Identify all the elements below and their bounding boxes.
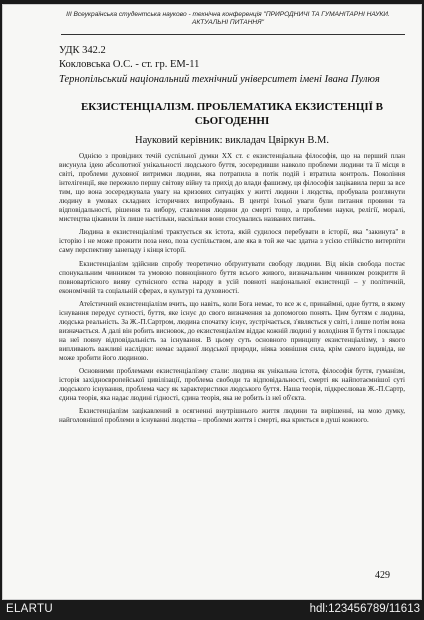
scientific-advisor: Науковий керівник: викладач Цвіркун В.М. [135, 135, 329, 146]
paragraph: Екзистенціалізм зацікавлений в осягненні внутрішнього життя людини та вирішенні, на мою думку, найголовнішої проблеми в існуванні людства – проблеми життя і смерті, яка криється в душі кожного. [59, 407, 405, 425]
paragraph: Однією з провідних течій суспільної думки XX ст. є екзистенціальна філософія, що на перший план висунула ідею абсолютної унікальності людського буття, зосередивши навколо проблеми людини та її місця в світі, проблеми духовної витримки людини, яка потрапила в потік подій і втратила контроль. Покоління інтелігенції, яке пережило першу світову війну та прихід до влади фашизму, ця філософія зацікавила перш за все тим, що вона зосереджувала увагу на кризових ситуаціях у житті людини і людства, пробувала розглянути людину в умовах складних історичних випробувань. В центрі їхньої уваги були питання провини та відповідальності, рішення та вибору, ставлення людини до смерті тощо, а проблеми науки, релігії, моралі, мистецтва цікавили їх лише настільки, наскільки вони стосувались названих питань. [59, 152, 405, 224]
paragraph: Екзистенціалізм здійснив спробу теоретично обґрунтувати свободу людини. Від віків свобода постає спонукальним чинником та умовою повноцінного буття всього живого, визначальним чинником розкриття й повновартісного вияву сутнісного єства народу в усій повноті національної екзистенції – у політичній, економічній та соціальній сферах, в культурі та духовності. [59, 259, 405, 295]
conference-header: III Всеукраїнська студентська науково - технічна конференція "ПРИРОДНИЧІ ТА ГУМАНІТАРНІ НАУКИ. АКТУАЛЬНІ ПИТАННЯ" [66, 11, 390, 26]
viewer-footer [0, 600, 424, 620]
paragraph: Атеїстичний екзистенціалізм вчить, що навіть, коли Бога немає, то все ж є, принаймні, одне буття, в якому існування передує сутності, буття, яке існує до свого визначення за допомогою понять. Цим буттям є людина, людська реальність. За Ж.-П.Сартром, людина спочатку існує, зустрічається, з'являється у світі, і лише потім вона визначається. А далі він робить висновок, до екзистенціалізм віддає кожній людині у володіння її буття і покладає на неї повну відповідальність за існування. В цьому суть основного принципу екзистенціалізму, з якого випливають важливі наслідки: немає заданої людської природи, ніяка зовнішня сила, крім самого індивіда, не може зробити його людиною. [59, 299, 405, 362]
page-number: 429 [375, 570, 390, 581]
handle-identifier: hdl:123456789/11613 [309, 603, 420, 615]
header-divider [61, 34, 405, 35]
paragraph: Основними проблемами екзистенціалізму стали: людина як унікальна істота, філософія буття, гуманізм, історія західноєвропейської цивілізації, проблема свободи та відповідальності, смерті як найпотаємнішої суті людського існування, проблема часу як характеристики людського буття. Наша теорія, підкреслював Ж.-П.Сартр, єдина теорія, яка надає людині гідності, єдина теорія, яка не робить із неї об'єкта. [59, 367, 405, 403]
author-line: Кокловська О.С. - ст. гр. ЕМ-11 [59, 59, 200, 70]
article-body [59, 152, 405, 429]
repository-label: ELARTU [6, 603, 53, 615]
article-title: ЕКЗИСТЕНЦІАЛІЗМ. ПРОБЛЕМАТИКА ЕКЗИСТЕНЦІЇ В СЬОГОДЕННІ [80, 101, 384, 127]
university-name: Тернопільський національний технічний університет імені Івана Пулюя [59, 74, 380, 85]
udk-code: УДК 342.2 [59, 45, 106, 56]
paragraph: Людина в екзистенціалізмі трактується як істота, якій судилося перебувати в історії, яка "закинута" в історію і не може прожити поза нею, поза суспільством, але яка в той же час здатна з усією стійкістю витерпіти саму перспективу занепаду і кінця історії. [59, 228, 405, 255]
document-page [2, 4, 422, 600]
